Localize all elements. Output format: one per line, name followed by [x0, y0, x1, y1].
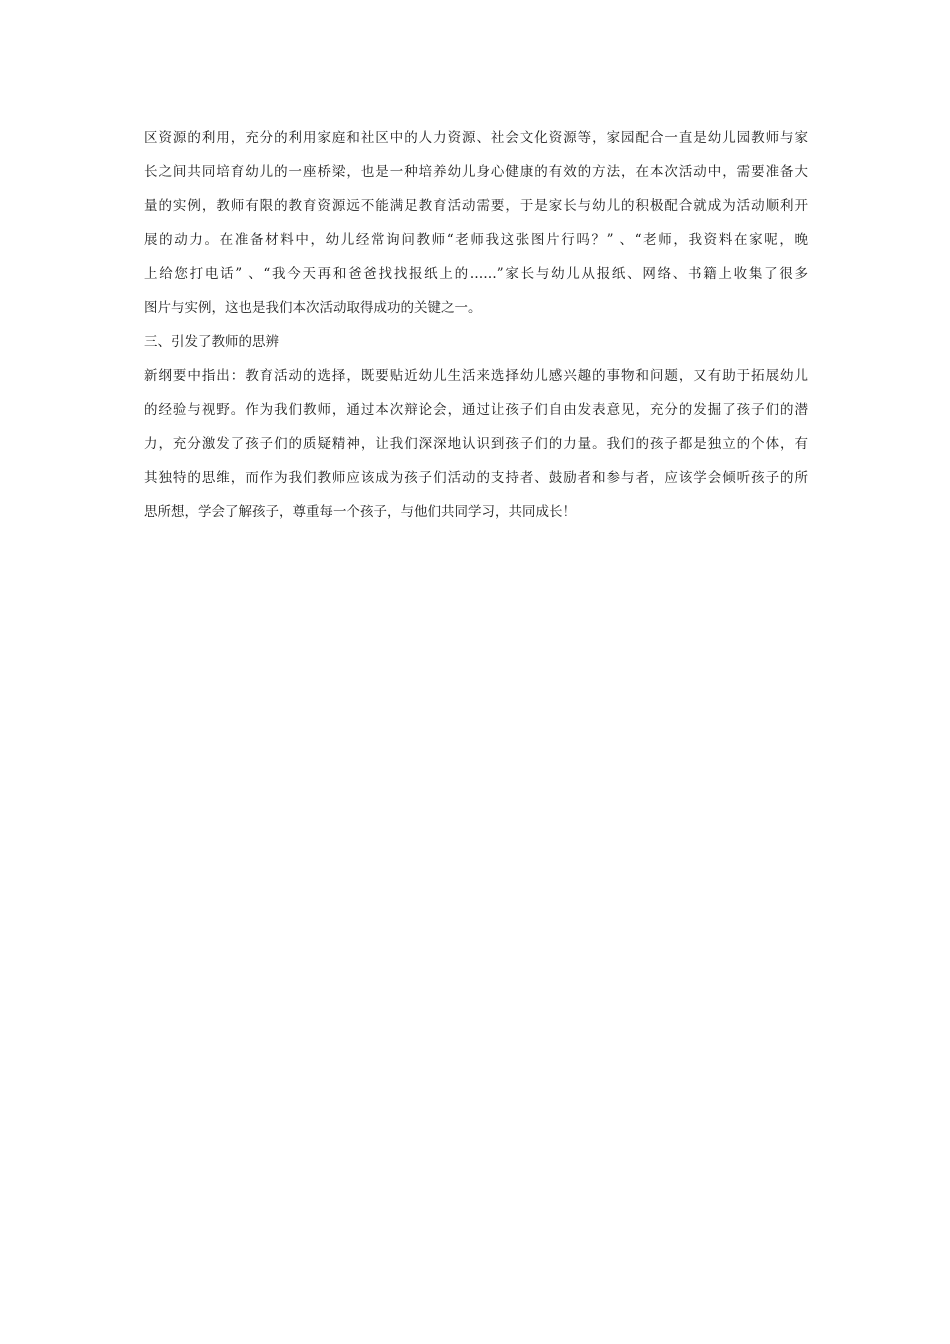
section-heading: 三、引发了教师的思辨: [144, 334, 279, 350]
paragraph-line: 思所想，学会了解孩子，尊重每一个孩子，与他们共同学习，共同成长！: [144, 504, 576, 520]
paragraph-reflection: [144, 359, 808, 529]
paragraph-line: 展的动力。在准备材料中，幼儿经常询问教师“老师我这张图片行吗？” 、“老师，我资料在家呢，晚: [144, 232, 808, 248]
paragraph-line: 区资源的利用，充分的利用家庭和社区中的人力资源、社会文化资源等，家园配合一直是幼儿园教师与家: [144, 130, 808, 146]
paragraph-resources: [144, 121, 808, 325]
paragraph-line: 其独特的思维，而作为我们教师应该成为孩子们活动的支持者、鼓励者和参与者，应该学会倾听孩子的所: [144, 470, 808, 486]
paragraph-line: 图片与实例，这也是我们本次活动取得成功的关键之一。: [144, 300, 482, 316]
paragraph-line: 上给您打电话” 、“我今天再和爸爸找找报纸上的……”家长与幼儿从报纸、网络、书籍上收集了很多: [144, 266, 808, 282]
paragraph-line: 的经验与视野。作为我们教师，通过本次辩论会，通过让孩子们自由发表意见，充分的发掘了孩子们的潜: [144, 402, 808, 418]
paragraph-line: 新纲要中指出：教育活动的选择，既要贴近幼儿生活来选择幼儿感兴趣的事物和问题，又有助于拓展幼儿: [144, 368, 808, 384]
document-body: [144, 121, 808, 529]
paragraph-line: 长之间共同培育幼儿的一座桥梁，也是一种培养幼儿身心健康的有效的方法，在本次活动中，需要准备大: [144, 164, 808, 180]
paragraph-line: 量的实例，教师有限的教育资源远不能满足教育活动需要，于是家长与幼儿的积极配合就成为活动顺利开: [144, 198, 808, 214]
paragraph-line: 力，充分激发了孩子们的质疑精神，让我们深深地认识到孩子们的力量。我们的孩子都是独立的个体，有: [144, 436, 808, 452]
